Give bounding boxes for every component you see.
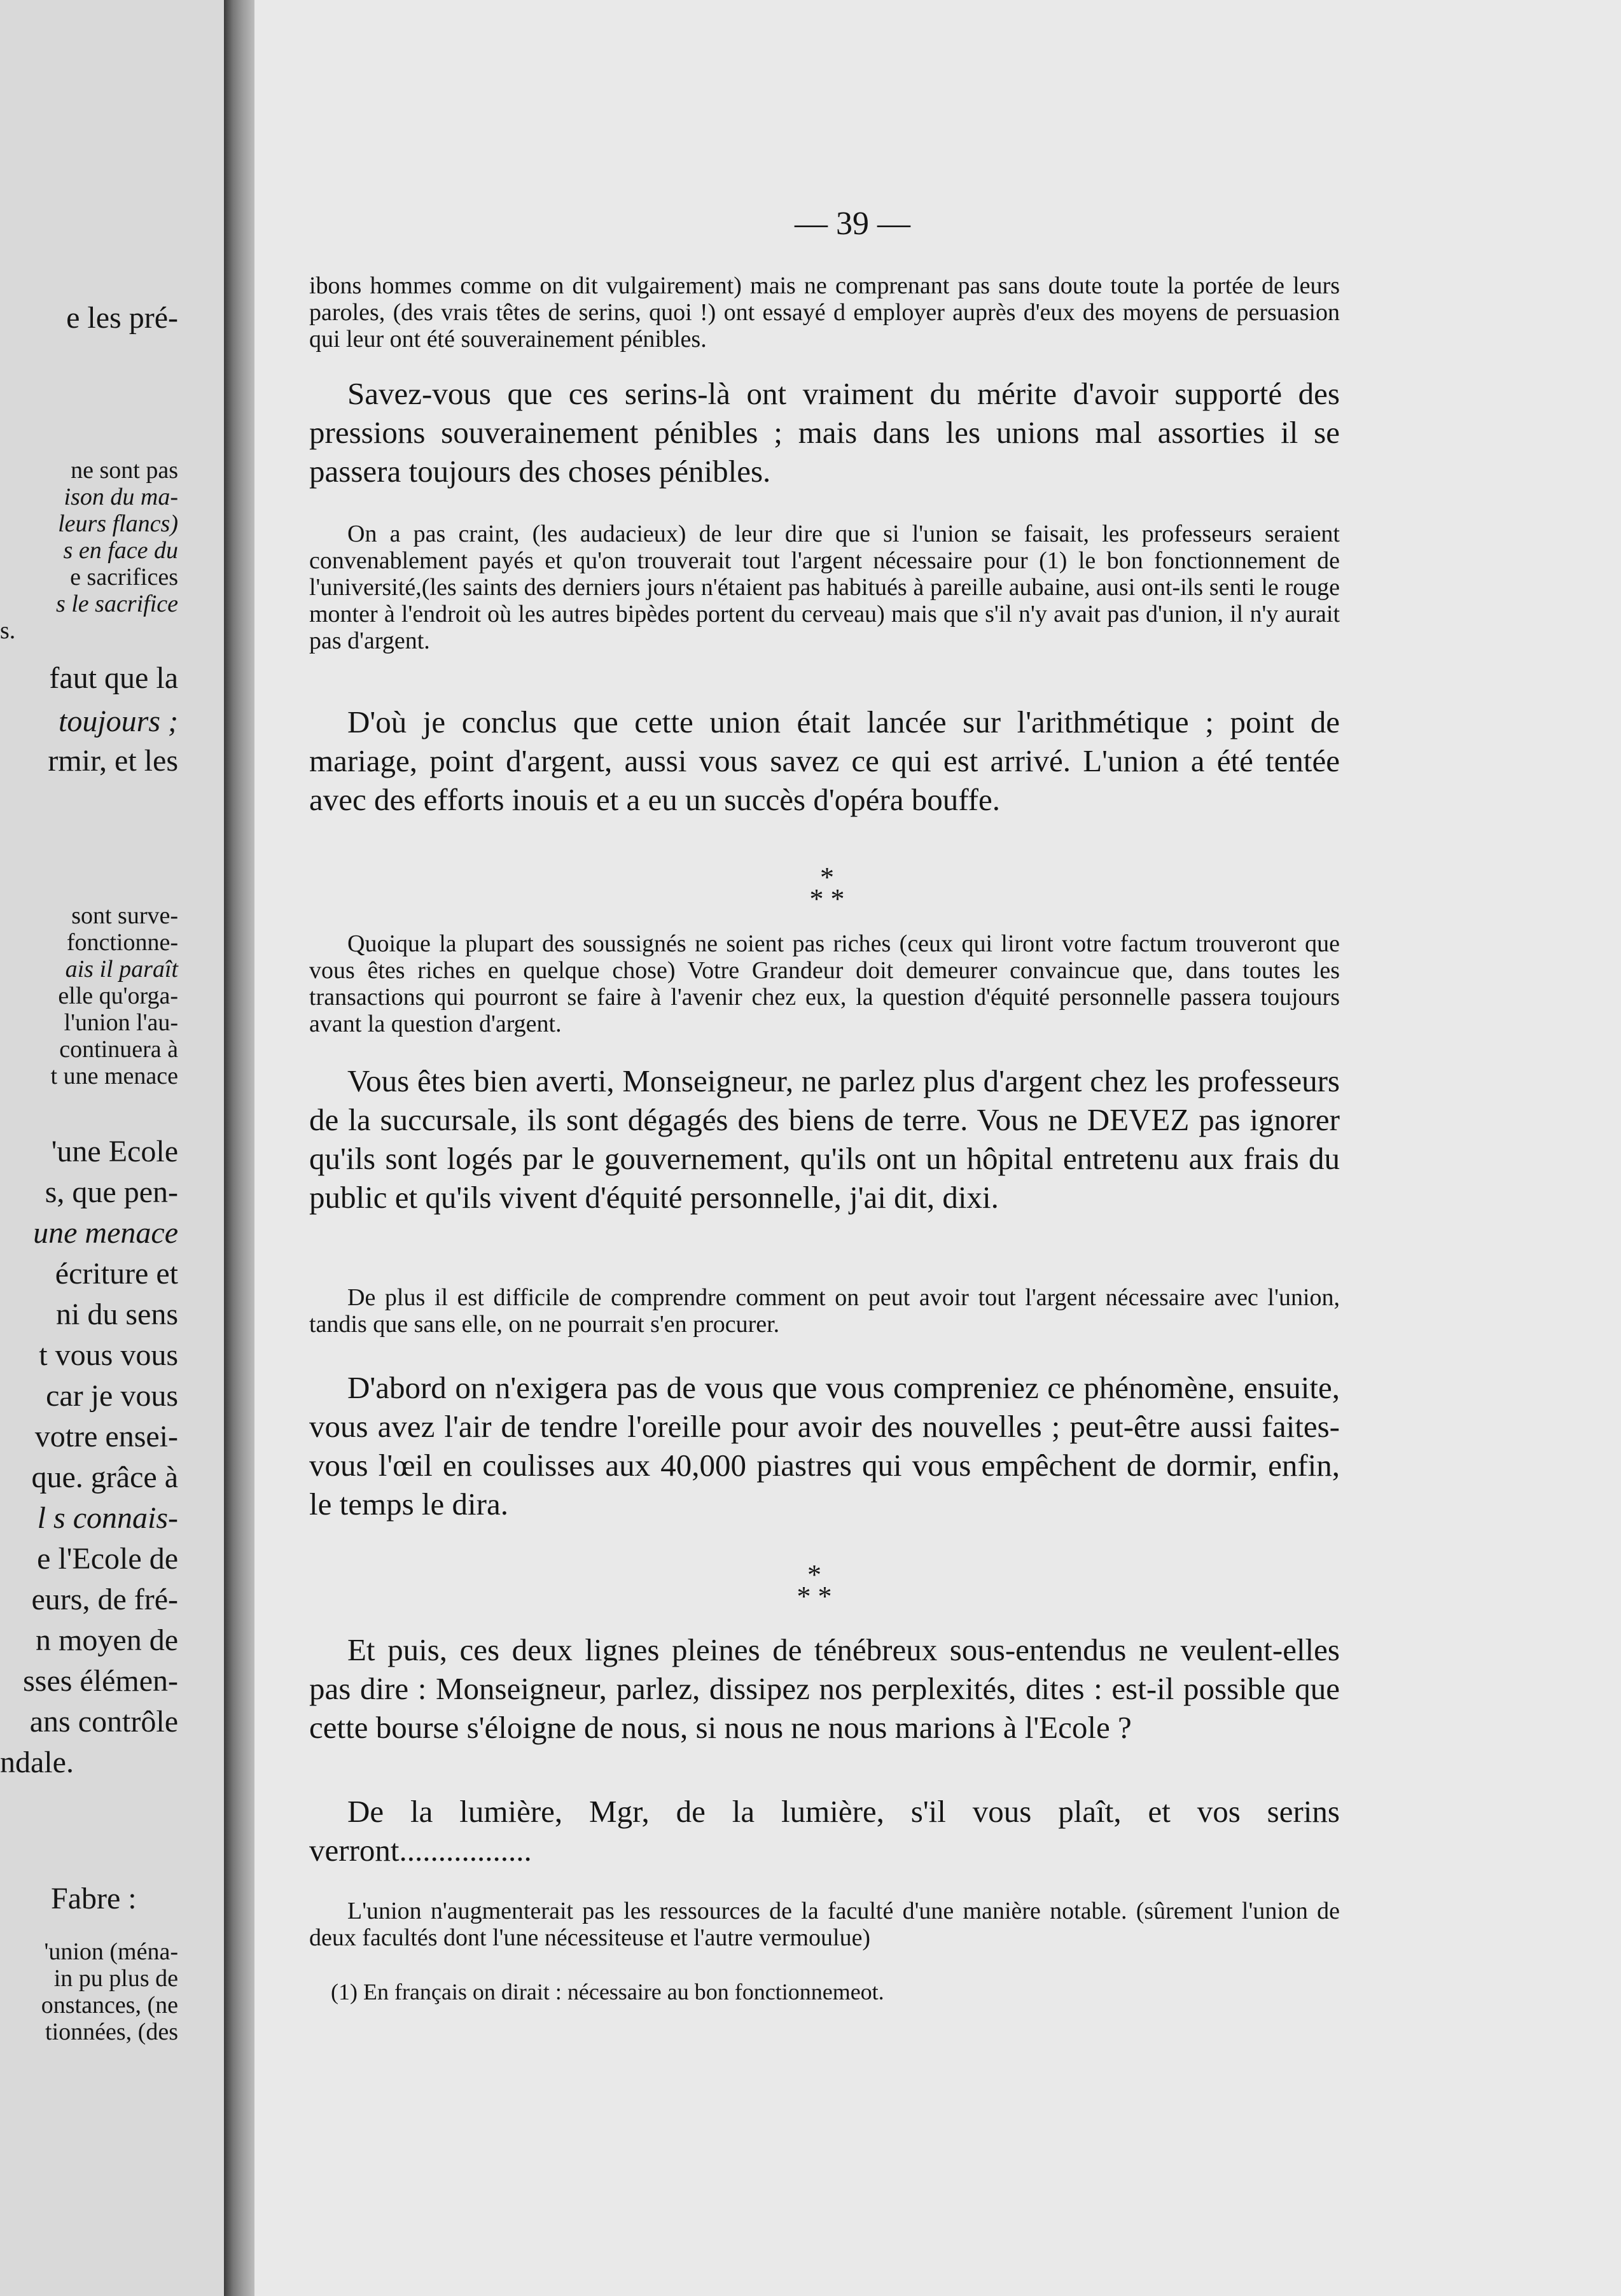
facing-page-line: tionnées, (des	[45, 2019, 178, 2045]
paragraph-7	[309, 1284, 1340, 1338]
facing-page-line: 'union (ména-	[44, 1938, 178, 1965]
section-divider-asterisks: * * *	[809, 862, 845, 914]
paragraph-text: Vous êtes bien averti, Monseigneur, ne parlez plus d'argent chez les professeurs de la succursale, ils sont dégagés des biens de terre. Vous ne DEVEZ pas ignorer qu'ils sont logés par le gouvernement, qu'ils ont un hôpital entretenu aux frais du public et qu'ils vivent d'équité personnelle, j'ai dit, dixi.	[309, 1063, 1340, 1215]
paragraph-10	[309, 1792, 1340, 1870]
facing-page-line: ais il paraît	[65, 956, 178, 983]
facing-page-fragment	[0, 0, 224, 2296]
facing-page-line: e sacrifices	[70, 564, 178, 591]
paragraph-text: De plus il est difficile de comprendre comment on peut avoir tout l'argent nécessaire avec l'union, tandis que sans elle, on ne pourrait s'en procurer.	[309, 1284, 1340, 1338]
facing-page-line: e les pré-	[66, 301, 178, 335]
paragraph-text: D'abord on n'exigera pas de vous que vous compreniez ce phénomène, ensuite, vous avez l'air de tendre l'oreille pour avoir des nouvelles ; peut-être aussi faites-vous l'œil en coulisses aux 40,000 piastres qui vous empêchent de dormir, enfin, le temps le dira.	[309, 1370, 1340, 1522]
facing-page-line: s le sacrifice	[55, 591, 178, 617]
paragraph-text: Savez-vous que ces serins-là ont vraiment du mérite d'avoir supporté des pressions souverainement pénibles ; mais dans les unions mal assorties il se passera toujours des choses pénibles.	[309, 376, 1340, 489]
paragraph-text: On a pas craint, (les audacieux) de leur dire que si l'union se faisait, les professeurs seraient convenablement payés et qu'on trouverait tout l'argent nécessaire pour (1) le bon fonctionnement de l'université,(les saints des derniers jours n'étaient pas habitués à pareille aubaine, ausi ont-ils senti le rouge monter à l'endroit où les autres bipèdes portent du cerveau) mais que s'il n'y avait pas d'union, il n'y aurait pas d'argent.	[309, 521, 1340, 654]
paragraph-text: ibons hommes comme on dit vulgairement) mais ne comprenant pas sans doute toute la portée de leurs paroles, (des vrais têtes de serins, quoi !) ont essayé d employer auprès d'eux des moyens de persuasion qui leur ont été souverainement pénibles.	[309, 272, 1340, 353]
facing-page-line: leurs flancs)	[58, 510, 178, 537]
facing-page-line: écriture et	[55, 1257, 178, 1291]
facing-page-line: t vous vous	[39, 1338, 178, 1372]
facing-page-line: fonctionne-	[66, 929, 178, 956]
paragraph-text: D'où je conclus que cette union était lancée sur l'arithmétique ; point de mariage, point d'argent, aussi vous savez ce qui est arrivé. L'union a été tentée avec des efforts inouis et a eu un succès d'opéra bouffe.	[309, 704, 1340, 817]
facing-page-line: e l'Ecole de	[37, 1542, 178, 1576]
facing-page-line: 'une Ecole	[51, 1135, 178, 1168]
paragraph-text: Et puis, ces deux lignes pleines de ténébreux sous-entendus ne veulent-elles pas dire : Monseigneur, parlez, dissipez nos perplexités, dites : est-il possible que cette bourse s'éloigne de nous, si nous ne nous marions à l'Ecole ?	[309, 1632, 1340, 1745]
facing-page-line: sses élémen-	[23, 1664, 178, 1698]
facing-page-line: ndale.	[0, 1746, 74, 1779]
facing-page-line: faut que la	[49, 661, 178, 695]
paragraph-11	[309, 1898, 1340, 1951]
facing-page-line: Fabre :	[51, 1882, 137, 1915]
facing-page-line: ison du ma-	[64, 484, 178, 510]
paragraph-8	[309, 1368, 1340, 1523]
facing-page-line: elle qu'orga-	[58, 983, 178, 1009]
facing-page-line: toujours ;	[58, 704, 178, 738]
facing-page-line: in pu plus de	[53, 1965, 178, 1992]
facing-page-line: votre ensei-	[34, 1420, 178, 1453]
facing-page-line: ni du sens	[56, 1298, 178, 1331]
facing-page-line: s.	[0, 617, 16, 644]
facing-page-line: onstances, (ne	[41, 1992, 178, 2019]
paragraph-5	[309, 930, 1340, 1037]
paragraph-3	[309, 521, 1340, 654]
page-39	[254, 0, 1621, 2296]
facing-page-line: s, que pen-	[45, 1175, 178, 1209]
paragraph-1	[309, 272, 1340, 353]
paragraph-2	[309, 374, 1340, 491]
paragraph-text: De la lumière, Mgr, de la lumière, s'il vous plaît, et vos serins verront.................	[309, 1794, 1340, 1868]
book-gutter	[224, 0, 254, 2296]
facing-page-line: une menace	[33, 1216, 178, 1250]
facing-page-line: eurs, de fré-	[31, 1583, 178, 1616]
facing-page-line: ans contrôle	[29, 1705, 178, 1739]
paragraph-4	[309, 703, 1340, 819]
paragraph-text: Quoique la plupart des soussignés ne soient pas riches (ceux qui liront votre factum trouveront que vous êtes riches en quelque chose) Votre Grandeur doit demeurer convaincue que, dans toutes les transactions qui pourront se faire à l'avenir chez eux, la question d'équité personnelle passera toujours avant la question d'argent.	[309, 930, 1340, 1037]
facing-page-line: n moyen de	[36, 1623, 178, 1657]
facing-page-line: l s connais-	[37, 1501, 178, 1535]
footnote: (1) En français on dirait : nécessaire au bon fonctionnemeot.	[331, 1979, 884, 2005]
facing-page-line: que. grâce à	[31, 1460, 178, 1494]
facing-page-line: l'union l'au-	[64, 1009, 178, 1036]
facing-page-line: rmir, et les	[48, 744, 178, 778]
paragraph-text: L'union n'augmenterait pas les ressources de la faculté d'une manière notable. (sûrement l'union de deux facultés dont l'une nécessiteuse et l'autre vermoulue)	[309, 1898, 1340, 1951]
facing-page-line: continuera à	[59, 1036, 178, 1063]
facing-page-line: s en face du	[63, 537, 178, 564]
facing-page-line: sont surve-	[71, 902, 178, 929]
facing-page-line: ne sont pas	[71, 457, 178, 484]
paragraph-9	[309, 1630, 1340, 1747]
section-divider-asterisks: * * *	[797, 1559, 832, 1612]
facing-page-line: t une menace	[50, 1063, 178, 1089]
facing-page-line: car je vous	[46, 1379, 178, 1413]
page-number: — 39 —	[795, 206, 910, 242]
paragraph-6	[309, 1061, 1340, 1217]
